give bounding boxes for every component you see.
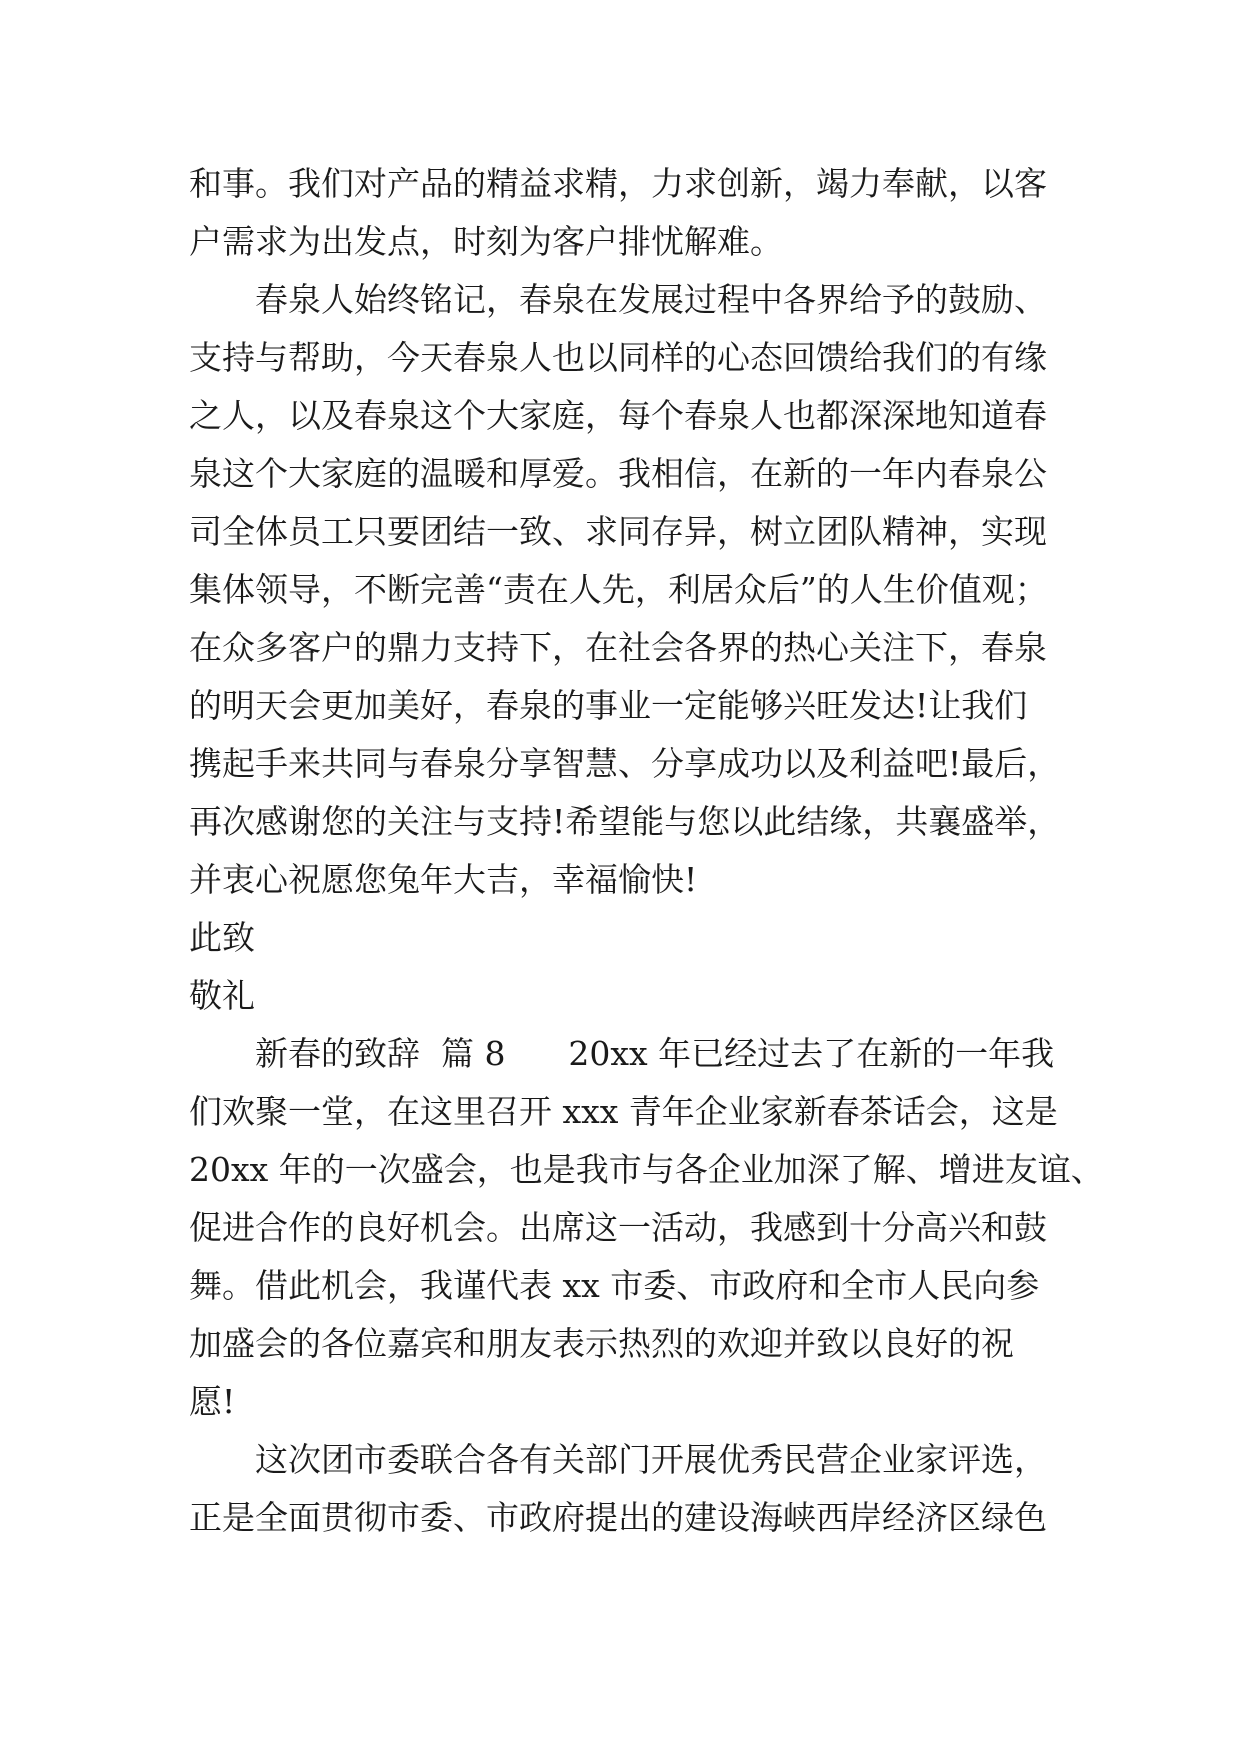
text-line: 户需求为出发点，时刻为客户排忧解难。 [189,222,783,261]
text-line: 司全体员工只要团结一致、求同存异，树立团队精神，实现 [189,512,1047,551]
text-line: 舞。借此机会，我谨代表 xx 市委、市政府和全市人民向参 [189,1266,1040,1305]
text-line: 这次团市委联合各有关部门开展优秀民营企业家评选， [255,1440,1047,1479]
text-line: 正是全面贯彻市委、市政府提出的建设海峡西岸经济区绿色 [189,1498,1047,1537]
text-line: 的明天会更加美好，春泉的事业一定能够兴旺发达!让我们 [189,686,1028,725]
text-line: 携起手来共同与春泉分享智慧、分享成功以及利益吧!最后， [189,744,1061,783]
text-line: 集体领导，不断完善“责在人先，利居众后”的人生价值观； [189,570,1048,609]
text-line: 20xx 年的一次盛会，也是我市与各企业加深了解、增进友谊、 [189,1150,1104,1189]
text-line: 们欢聚一堂，在这里召开 xxx 青年企业家新春茶话会，这是 [189,1092,1058,1131]
text-line: 在众多客户的鼎力支持下，在社会各界的热心关注下，春泉 [189,628,1047,667]
text-line: 春泉人始终铭记，春泉在发展过程中各界给予的鼓励、 [255,280,1047,319]
text-line: 加盛会的各位嘉宾和朋友表示热烈的欢迎并致以良好的祝 [189,1324,1014,1363]
closing-regards: 敬礼 [189,976,255,1015]
text-line: 促进合作的良好机会。出席这一活动，我感到十分高兴和鼓 [189,1208,1047,1247]
text-line: 支持与帮助，今天春泉人也以同样的心态回馈给我们的有缘 [189,338,1047,377]
text-line: 泉这个大家庭的温暖和厚爱。我相信，在新的一年内春泉公 [189,454,1047,493]
text-line: 再次感谢您的关注与支持!希望能与您以此结缘，共襄盛举， [189,802,1061,841]
closing-salutation: 此致 [189,918,255,957]
text-line: 之人，以及春泉这个大家庭，每个春泉人也都深深地知道春 [189,396,1047,435]
section-heading-line: 新春的致辞 篇 8 20xx 年已经过去了在新的一年我 [255,1034,1055,1073]
text-line: 和事。我们对产品的精益求精，力求创新，竭力奉献，以客 [189,164,1047,203]
text-line: 愿! [189,1382,236,1421]
text-line: 并衷心祝愿您兔年大吉，幸福愉快! [189,860,698,899]
document-body [189,155,1104,1547]
